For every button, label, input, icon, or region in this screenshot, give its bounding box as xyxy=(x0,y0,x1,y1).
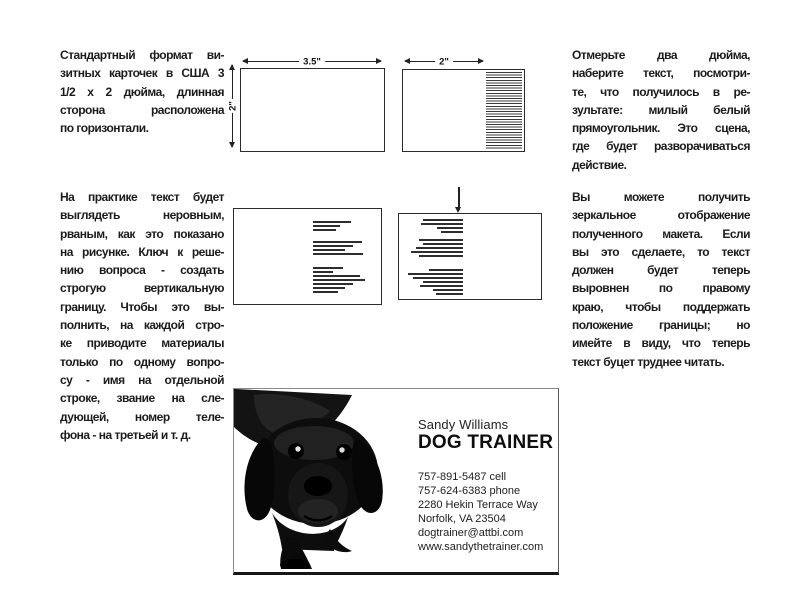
sketch-text-line xyxy=(313,253,363,255)
text-line: только по одному вопро- xyxy=(60,354,224,369)
contact-line: 2280 Hekin Terrace Way xyxy=(418,498,538,511)
sketch-text-line xyxy=(313,245,353,247)
card-contact-block xyxy=(418,471,543,554)
sketch-text-line xyxy=(413,277,463,279)
sketch-text-line xyxy=(420,285,463,287)
text-line: действие. xyxy=(572,157,627,172)
text-line: где будет разворачиваться xyxy=(572,139,750,154)
sketch-text-line xyxy=(419,255,463,257)
sketch-text-line xyxy=(423,243,463,245)
sketch-text-line xyxy=(313,271,333,273)
text-line: фона - на третьей и т. д. xyxy=(60,427,191,442)
height-dimension-label: 2" xyxy=(226,101,238,111)
sketch-text-line xyxy=(313,241,362,243)
arrow-down-icon xyxy=(229,142,235,148)
card-sketch-left-aligned xyxy=(233,208,382,305)
text-line: сторона расположена xyxy=(60,102,224,117)
sketch-text-line xyxy=(429,269,463,271)
contact-line: 757-624-6383 phone xyxy=(418,484,521,497)
sketch-text-line xyxy=(437,227,463,229)
text-line: дующей, номер теле- xyxy=(60,409,224,424)
text-line: те, что получилось в ре- xyxy=(572,84,750,99)
dog-photo xyxy=(234,389,420,569)
text-line: На практике текст будет xyxy=(60,190,224,204)
text-line: выглядеть неровным, xyxy=(60,208,224,223)
text-line: строгую вертикальную xyxy=(60,281,224,296)
sketch-text-line xyxy=(436,293,463,295)
text-line: вы это сделаете, то текст xyxy=(572,244,750,259)
sketch-text-line xyxy=(411,251,463,253)
text-line: полученного макета. Если xyxy=(572,226,750,241)
contact-line: www.sandythetrainer.com xyxy=(418,540,544,553)
card-sketch-right-aligned xyxy=(398,213,542,300)
card-holder-title: DOG TRAINER xyxy=(418,432,554,453)
sketch-text-line xyxy=(313,279,365,281)
text-line: прямоугольник. Это сцена, xyxy=(572,121,750,136)
text-block-hatch xyxy=(486,72,522,149)
text-line: по горизонтали. xyxy=(60,121,149,136)
left-paragraph-2 xyxy=(60,188,224,444)
text-line: положение границы; но xyxy=(572,318,750,333)
width-dimension-arrow xyxy=(242,55,382,67)
sketch-line-group xyxy=(313,221,351,233)
text-line: на рисунке. Ключ к реше- xyxy=(60,244,224,259)
card-holder-name: Sandy Williams xyxy=(418,417,509,432)
contact-line: Norfolk, VA 23504 xyxy=(418,512,506,525)
contact-line: dogtrainer@attbi.com xyxy=(418,526,524,539)
sketch-line-group xyxy=(313,241,363,257)
text-line: 1/2 х 2 дюйма, длинная xyxy=(60,84,224,99)
text-line: су - имя на отдельной xyxy=(60,372,224,387)
sketch-text-line xyxy=(313,291,338,293)
sketch-text-line xyxy=(313,275,360,277)
arrow-right-icon xyxy=(376,58,382,64)
text-line: краю, чтобы поддержать xyxy=(572,299,750,314)
width-dimension-arrow xyxy=(404,55,484,67)
width-dimension-label: 3.5" xyxy=(299,57,325,67)
width-dimension-label: 2" xyxy=(435,57,453,67)
sketch-text-line xyxy=(433,289,463,291)
text-line: Отмерьте два дюйма, xyxy=(572,48,750,62)
sketch-text-line xyxy=(313,287,345,289)
text-line: должен будет теперь xyxy=(572,263,750,278)
right-paragraph-2 xyxy=(572,188,750,371)
text-line: границу. Чтобы это вы- xyxy=(60,299,224,314)
sketch-line-group xyxy=(406,269,463,297)
sketch-text-line xyxy=(313,229,336,231)
text-line: Вы можете получить xyxy=(572,190,750,204)
sketch-text-line xyxy=(421,223,463,225)
blank-card-outline xyxy=(240,68,385,152)
business-card xyxy=(233,388,559,575)
sketch-text-line xyxy=(423,219,463,221)
text-line: выровнен по правому xyxy=(572,281,750,296)
sketch-text-line xyxy=(313,267,343,269)
sketch-text-line xyxy=(419,239,463,241)
text-line: наберите текст, посмотри- xyxy=(572,66,750,81)
text-line: ке приводите материалы xyxy=(60,336,224,351)
left-paragraph-1 xyxy=(60,46,224,137)
card-outline-with-text-block xyxy=(402,69,525,152)
sketch-line-group xyxy=(313,267,365,295)
text-line: строке, звание на сле- xyxy=(60,391,224,406)
sketch-text-line xyxy=(313,225,340,227)
text-line: полнить, на каждой стро- xyxy=(60,318,224,333)
sketch-line-group xyxy=(406,239,463,259)
height-dimension-arrow xyxy=(226,64,238,148)
sketch-text-line xyxy=(423,281,463,283)
text-line: текст буцет труднее читать. xyxy=(572,354,725,369)
sketch-text-line xyxy=(313,283,353,285)
right-paragraph-1 xyxy=(572,46,750,174)
sketch-text-line xyxy=(441,231,463,233)
contact-line: 757-891-5487 cell xyxy=(418,471,507,483)
text-line: Стандартный формат ви- xyxy=(60,48,224,62)
sketch-text-line xyxy=(408,273,463,275)
text-line: зитных карточек в США 3 xyxy=(60,66,224,81)
sketch-text-line xyxy=(416,247,463,249)
text-line: нию вопроса - создать xyxy=(60,263,224,278)
sketch-text-line xyxy=(313,249,345,251)
arrow-right-icon xyxy=(478,58,484,64)
sketch-line-group xyxy=(406,219,463,235)
text-line: имейте в виду, что теперь xyxy=(572,336,750,351)
sketch-text-line xyxy=(313,221,351,223)
text-line: рваным, как это показано xyxy=(60,226,224,241)
down-arrow-icon xyxy=(455,187,462,213)
text-line: зеркальное отображение xyxy=(572,208,750,223)
text-line: зультате: милый белый xyxy=(572,102,750,117)
